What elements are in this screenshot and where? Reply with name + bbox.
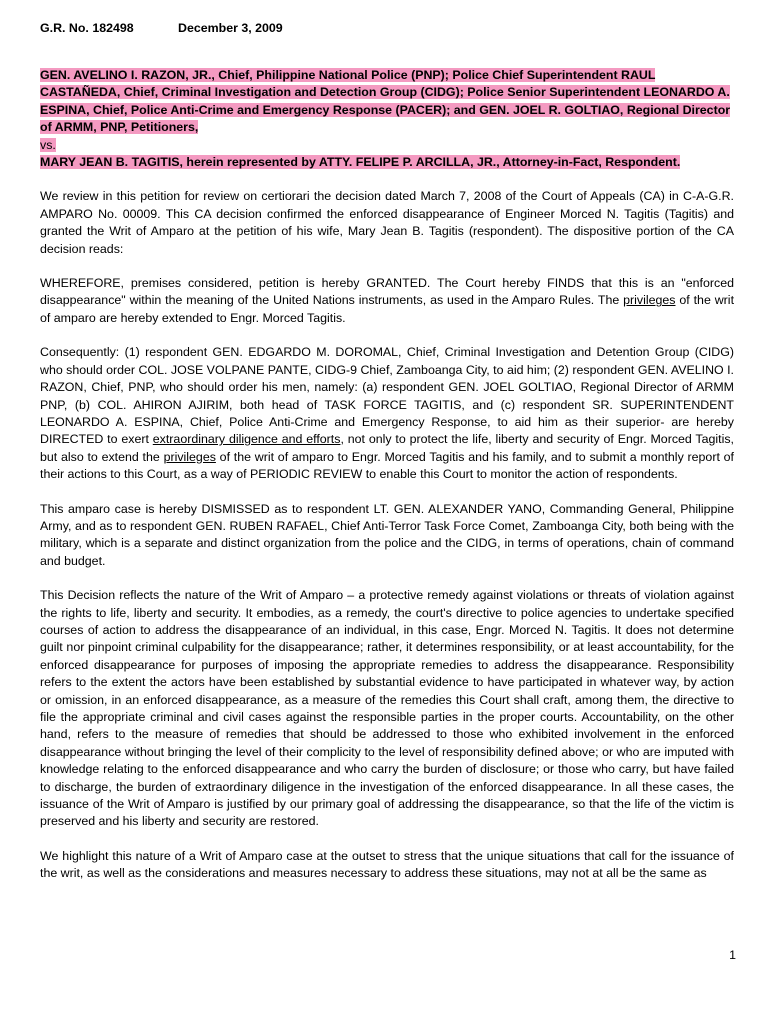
- respondent-block: [40, 154, 734, 171]
- paragraph-6: We highlight this nature of a Writ of Amparo case at the outset to stress that the unique situations that call for the issuance of the writ, as well as the considerations and measures necessary to address these situations, may not at all be the same as: [40, 848, 734, 881]
- document-page: [40, 20, 734, 883]
- versus-line: [40, 137, 734, 154]
- case-header: [40, 20, 734, 37]
- page-number: 1: [729, 948, 736, 962]
- case-date: December 3, 2009: [178, 21, 283, 35]
- respondent-text: MARY JEAN B. TAGITIS, herein represented by ATTY. FELIPE P. ARCILLA, JR., Attorney-in-Fact, Respondent.: [40, 155, 681, 170]
- paragraph-5: This Decision reflects the nature of the Writ of Amparo – a protective remedy against violations or threats of violation against the rights to life, liberty and security. It embodies, as a remedy, the court's directive to police agencies to undertake specified courses of action to address the disappearance of an individual, in this case, Engr. Morced N. Tagitis. It does not determine guilt nor pinpoint criminal culpability for the disappearance; rather, it determines responsibility, or at least accountability, for the enforced disappearance for purposes of imposing the appropriate remedies to address the disappearance. Responsibility refers to the extent the actors have been established by substantial evidence to have participated in whatever way, by action or omission, in an enforced disappearance, as a measure of the remedies this Court shall craft, among them, the directive to file the appropriate criminal and civil cases against the responsible parties in the proper courts. Accountability, on the other hand, refers to the measure of remedies that should be addressed to those who exhibited involvement in the enforced disappearance without bringing the level of their complicity to the level of responsibility defined above; or who are imputed with knowledge relating to the enforced disappearance and who carry the burden of disclosure; or those who carry, but have failed to discharge, the burden of extraordinary diligence in the investigation of the enforced disappearance. In all these cases, the issuance of the Writ of Amparo is justified by our primary goal of addressing the disappearance, so that the life of the victim is preserved and his liberty and security are restored.: [40, 588, 734, 829]
- paragraph-3-text-a: Consequently: (1) respondent GEN. EDGARDO M. DOROMAL, Chief, Criminal Investigation and Detention Group (CIDG) who should order COL. JOSE VOLPANE PANTE, CIDG-9 Chief, Zamboanga City, to aid him; (2) respondent GEN. AVELINO I. RAZON, Chief, PNP, who should order his men, namely: (a) respondent GEN. JOEL GOLTIAO, Regional Director of ARMM PNP, (b) COL. AHIRON AJIRIM, both head of TASK FORCE TAGITIS, and (c) respondent SR. SUPERINTENDENT LEONARDO A. ESPINA, Chief, Police Anti-Crime and Emergency Response, to aid him as their superior- are hereby DIRECTED to exert: [40, 345, 734, 447]
- versus-text: vs.: [40, 137, 56, 152]
- paragraph-2-text-a: WHEREFORE, premises considered, petition is hereby GRANTED. The Court hereby FINDS that this is an "enforced disappearance" within the meaning of the United Nations instruments, as used in the Amparo Rules. The: [40, 276, 734, 308]
- paragraph-4: This amparo case is hereby DISMISSED as to respondent LT. GEN. ALEXANDER YANO, Commanding General, Philippine Army, and as to respondent GEN. RUBEN RAFAEL, Chief Anti-Terror Task Force Comet, Zamboanga City, both being with the military, which is a separate and distinct organization from the police and the CIDG, in terms of operations, chain of command and budget.: [40, 501, 734, 568]
- petitioners-block: [40, 67, 734, 137]
- paragraph-3-text-c: of the writ of amparo to Engr. Morced Tagitis and his family, and to submit a monthly report of their actions to this Court, as a way of PERIODIC REVIEW to enable this Court to monitor the action of respondents.: [40, 449, 734, 482]
- extraordinary-diligence-underlined: extraordinary diligence and efforts: [152, 432, 341, 447]
- petitioners-text: GEN. AVELINO I. RAZON, JR., Chief, Philippine National Police (PNP); Police Chief Superintendent RAUL CASTAÑEDA, Chief, Criminal Investigation and Detection Group (CIDG); Police Senior Superintendent LEONARDO A. ESPINA, Chief, Police Anti-Crime and Emergency Response (PACER); and GEN. JOEL R. GOLTIAO, Regional Director of ARMM, PNP, Petitioners,: [40, 68, 731, 135]
- paragraph-2: [40, 275, 734, 327]
- case-caption: [40, 67, 734, 171]
- paragraph-2-text-b: of the writ of amparo are hereby extended to Engr. Morced Tagitis.: [40, 293, 735, 325]
- paragraph-3: [40, 344, 734, 483]
- paragraph-3-text-b: , not only to protect the life, liberty and security of Engr. Morced Tagitis, but also to extend the: [40, 432, 734, 464]
- paragraph-1: We review in this petition for review on certiorari the decision dated March 7, 2008 of the Court of Appeals (CA) in C-A-G.R. AMPARO No. 00009. This CA decision confirmed the enforced disappearance of Engineer Morced N. Tagitis (Tagitis) and granted the Writ of Amparo at the petition of his wife, Mary Jean B. Tagitis (respondent). The dispositive portion of the CA decision reads:: [40, 189, 734, 256]
- privileges-underlined: privileges: [623, 293, 676, 308]
- privileges-underlined-2: privileges: [163, 449, 216, 464]
- case-number: G.R. No. 182498: [40, 21, 134, 35]
